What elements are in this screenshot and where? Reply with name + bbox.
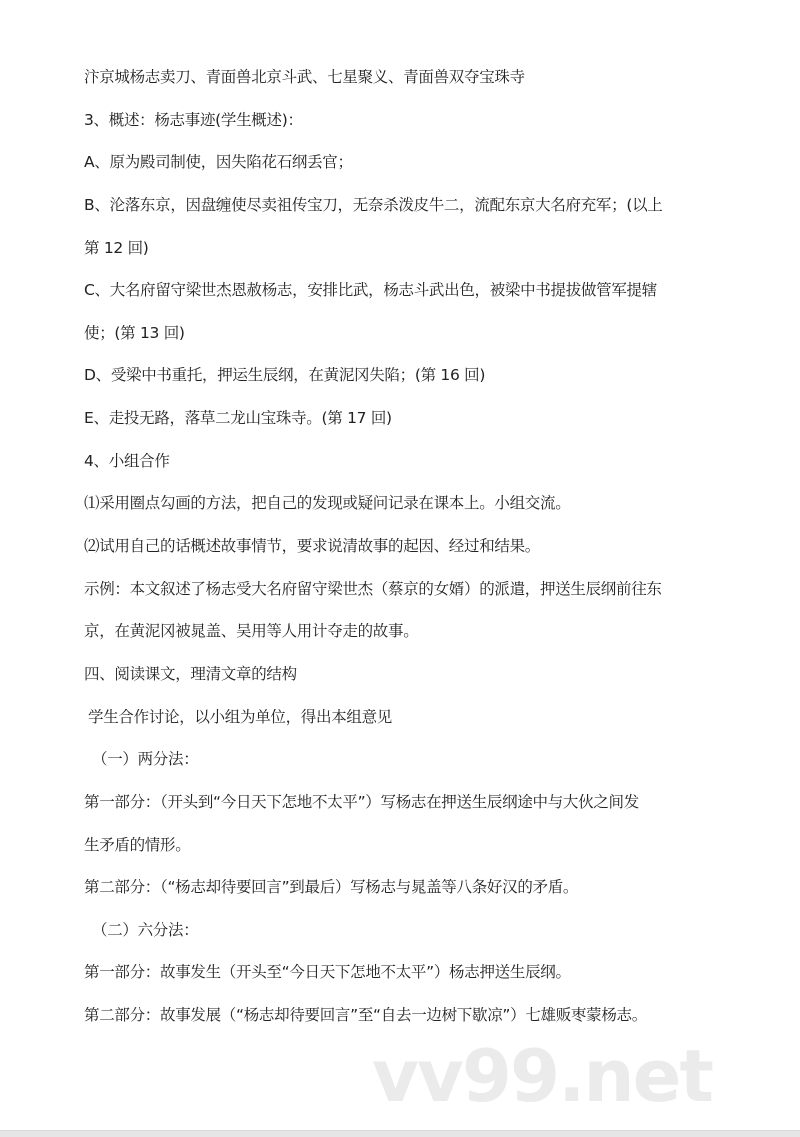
text-line: 使；(第 13 回)	[84, 323, 185, 342]
text-line: A、原为殿司制使，因失陷花石纲丢官；	[84, 153, 353, 172]
text-line: 第一部分：故事发生（开头至“今日天下怎地不太平”）杨志押送生辰纲。	[84, 963, 571, 982]
text-line: D、受梁中书重托，押运生辰纲，在黄泥冈失陷；(第 16 回)	[84, 366, 486, 385]
text-line: 第一部分：（开头到“今日天下怎地不太平”）写杨志在押送生辰纲途中与大伙之间发	[84, 792, 639, 811]
text-line: 第二部分：故事发展（“杨志却待要回言”至“自去一边树下歇凉”）七雄贩枣蒙杨志。	[84, 1006, 647, 1025]
text-line: （一）两分法：	[92, 750, 199, 769]
text-line: 4、小组合作	[84, 451, 170, 470]
text-line: ⑴采用圈点勾画的方法，把自己的发现或疑问记录在课本上。小组交流。	[84, 494, 571, 513]
text-line: C、大名府留守梁世杰恩赦杨志，安排比武，杨志斗武出色，被梁中书提拔做管军提辖	[84, 281, 657, 300]
text-line: 生矛盾的情形。	[84, 835, 191, 854]
bottom-bar	[0, 1130, 800, 1137]
text-line: B、沦落东京，因盘缠使尽卖祖传宝刀，无奈杀泼皮牛二，流配东京大名府充军；(以上	[84, 195, 663, 214]
text-line: 3、概述：杨志事迹(学生概述)：	[84, 110, 303, 129]
text-line: ⑵试用自己的话概述故事情节，要求说清故事的起因、经过和结果。	[84, 537, 541, 556]
text-line: 第 12 回)	[84, 238, 149, 257]
text-line: 四、阅读课文，理清文章的结构	[84, 664, 297, 683]
text-line: 京，在黄泥冈被晁盖、吴用等人用计夺走的故事。	[84, 622, 419, 641]
text-line: 示例：本文叙述了杨志受大名府留守梁世杰（蔡京的女婿）的派遣，押送生辰纲前往东	[84, 579, 662, 598]
text-line: E、走投无路，落草二龙山宝珠寺。(第 17 回)	[84, 409, 392, 428]
text-line: 学生合作讨论，以小组为单位，得出本组意见	[88, 707, 393, 726]
text-line: 第二部分：（“杨志却待要回言”到最后）写杨志与晁盖等八条好汉的矛盾。	[84, 878, 579, 897]
document-body	[84, 64, 764, 1045]
text-line: （二）六分法：	[92, 920, 199, 939]
watermark: vv99.net	[372, 1034, 712, 1118]
text-line: 汴京城杨志卖刀、青面兽北京斗武、七星聚义、青面兽双夺宝珠寺	[84, 68, 525, 86]
